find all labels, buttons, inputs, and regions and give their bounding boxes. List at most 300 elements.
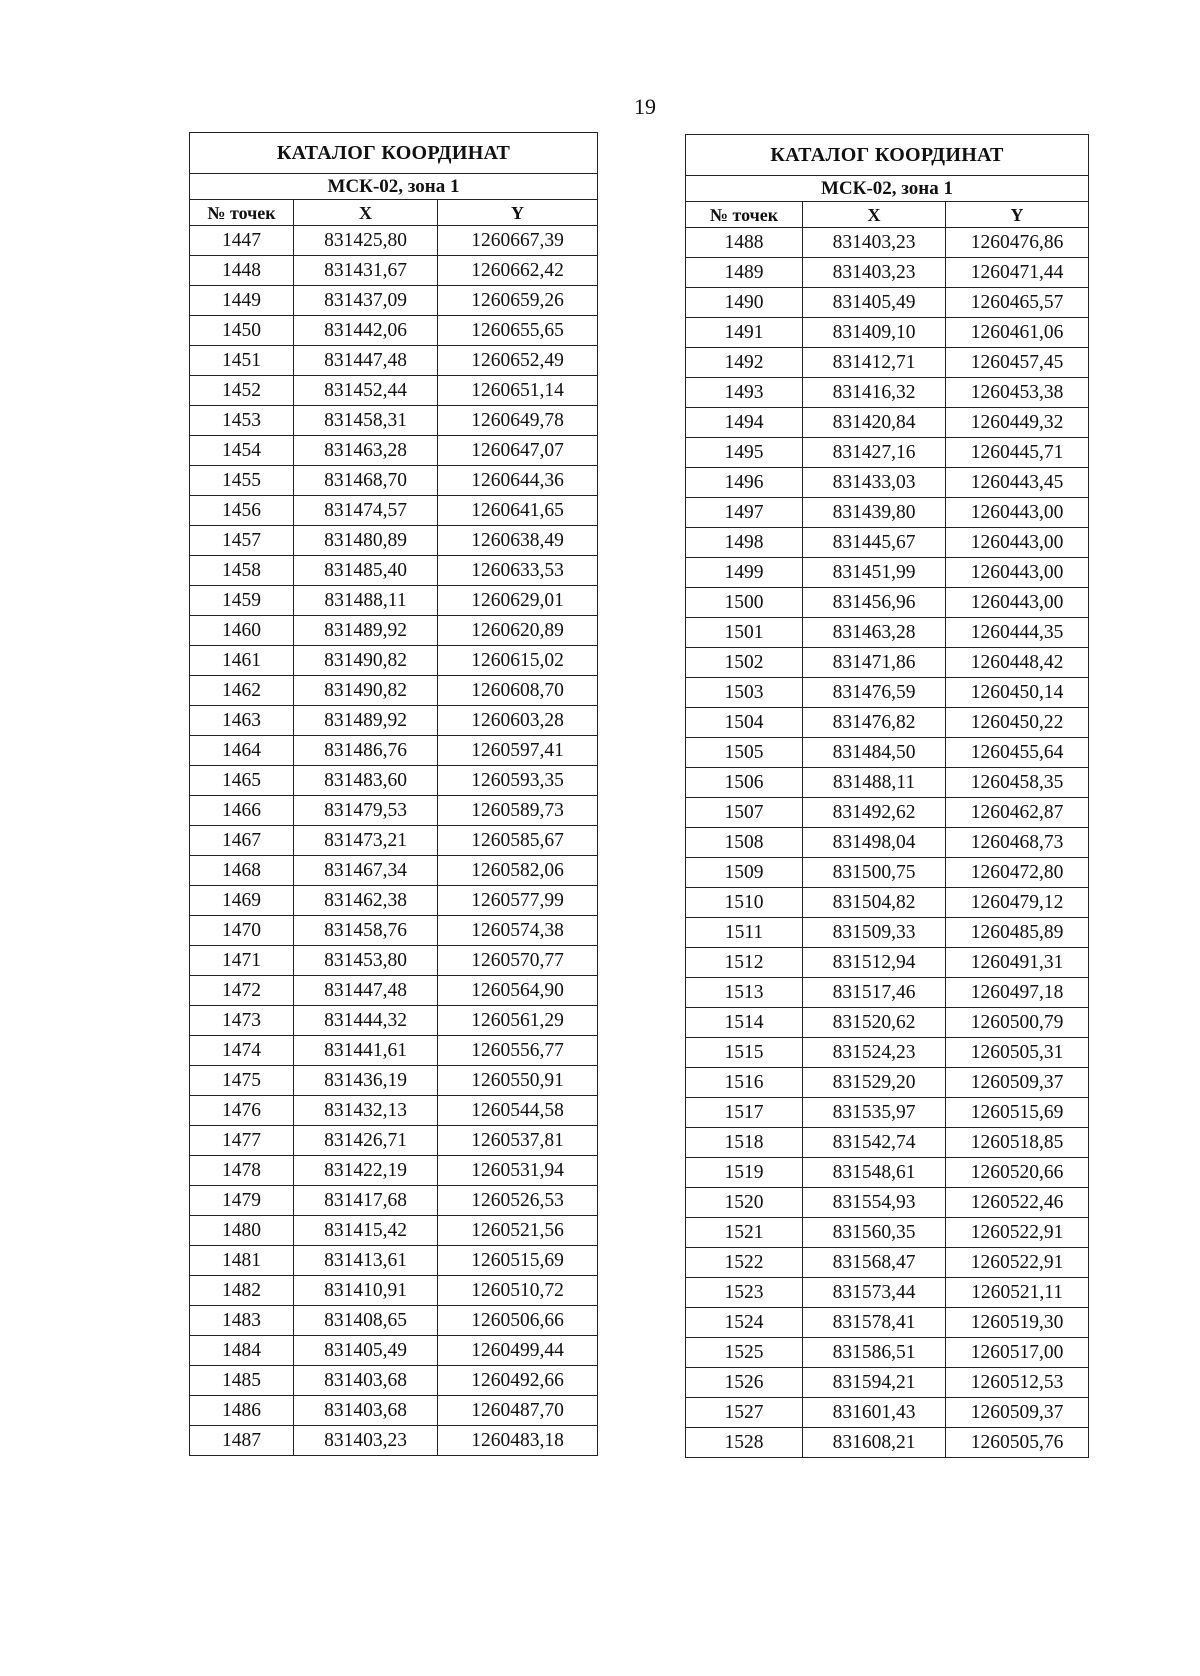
x-coordinate-cell: 831439,80 xyxy=(803,498,946,528)
point-number-cell: 1528 xyxy=(686,1428,803,1458)
x-coordinate-cell: 831436,19 xyxy=(294,1066,438,1096)
y-coordinate-cell: 1260443,00 xyxy=(946,588,1089,618)
table-row xyxy=(686,588,1089,618)
x-coordinate-cell: 831403,68 xyxy=(294,1396,438,1426)
table-row xyxy=(686,828,1089,858)
y-coordinate-cell: 1260443,00 xyxy=(946,498,1089,528)
table-row xyxy=(686,678,1089,708)
table-row xyxy=(190,886,598,916)
x-coordinate-cell: 831509,33 xyxy=(803,918,946,948)
point-number-cell: 1456 xyxy=(190,496,294,526)
y-coordinate-cell: 1260577,99 xyxy=(438,886,598,916)
x-coordinate-cell: 831426,71 xyxy=(294,1126,438,1156)
x-coordinate-cell: 831573,44 xyxy=(803,1278,946,1308)
table-row xyxy=(190,526,598,556)
table-row xyxy=(190,736,598,766)
y-coordinate-cell: 1260537,81 xyxy=(438,1126,598,1156)
y-coordinate-cell: 1260649,78 xyxy=(438,406,598,436)
point-number-cell: 1506 xyxy=(686,768,803,798)
x-coordinate-cell: 831463,28 xyxy=(803,618,946,648)
x-coordinate-cell: 831447,48 xyxy=(294,976,438,1006)
y-coordinate-cell: 1260561,29 xyxy=(438,1006,598,1036)
y-coordinate-cell: 1260443,45 xyxy=(946,468,1089,498)
table-row xyxy=(190,766,598,796)
x-coordinate-cell: 831431,67 xyxy=(294,256,438,286)
y-coordinate-cell: 1260589,73 xyxy=(438,796,598,826)
y-coordinate-cell: 1260651,14 xyxy=(438,376,598,406)
x-coordinate-cell: 831601,43 xyxy=(803,1398,946,1428)
table-row xyxy=(686,468,1089,498)
x-coordinate-cell: 831548,61 xyxy=(803,1158,946,1188)
x-coordinate-cell: 831483,60 xyxy=(294,766,438,796)
x-coordinate-cell: 831415,42 xyxy=(294,1216,438,1246)
x-coordinate-cell: 831458,76 xyxy=(294,916,438,946)
point-number-cell: 1491 xyxy=(686,318,803,348)
point-number-cell: 1460 xyxy=(190,616,294,646)
column-header-point-number: № точек xyxy=(190,200,294,226)
table-row xyxy=(190,1186,598,1216)
point-number-cell: 1480 xyxy=(190,1216,294,1246)
y-coordinate-cell: 1260450,22 xyxy=(946,708,1089,738)
point-number-cell: 1455 xyxy=(190,466,294,496)
y-coordinate-cell: 1260448,42 xyxy=(946,648,1089,678)
y-coordinate-cell: 1260593,35 xyxy=(438,766,598,796)
coordinate-catalog-table xyxy=(685,134,1089,1458)
table-row xyxy=(190,646,598,676)
table-row xyxy=(190,1426,598,1456)
table-row xyxy=(686,1068,1089,1098)
point-number-cell: 1453 xyxy=(190,406,294,436)
x-coordinate-cell: 831529,20 xyxy=(803,1068,946,1098)
y-coordinate-cell: 1260570,77 xyxy=(438,946,598,976)
point-number-cell: 1449 xyxy=(190,286,294,316)
point-number-cell: 1497 xyxy=(686,498,803,528)
x-coordinate-cell: 831416,32 xyxy=(803,378,946,408)
y-coordinate-cell: 1260483,18 xyxy=(438,1426,598,1456)
y-coordinate-cell: 1260655,65 xyxy=(438,316,598,346)
table-row xyxy=(686,1218,1089,1248)
x-coordinate-cell: 831403,23 xyxy=(803,228,946,258)
table-row xyxy=(190,286,598,316)
table-row xyxy=(686,1338,1089,1368)
table-row xyxy=(190,1366,598,1396)
table-row xyxy=(190,496,598,526)
y-coordinate-cell: 1260564,90 xyxy=(438,976,598,1006)
y-coordinate-cell: 1260521,56 xyxy=(438,1216,598,1246)
point-number-cell: 1523 xyxy=(686,1278,803,1308)
y-coordinate-cell: 1260487,70 xyxy=(438,1396,598,1426)
point-number-cell: 1473 xyxy=(190,1006,294,1036)
x-coordinate-cell: 831500,75 xyxy=(803,858,946,888)
x-coordinate-cell: 831489,92 xyxy=(294,616,438,646)
point-number-cell: 1499 xyxy=(686,558,803,588)
table-row xyxy=(190,676,598,706)
y-coordinate-cell: 1260497,18 xyxy=(946,978,1089,1008)
y-coordinate-cell: 1260505,76 xyxy=(946,1428,1089,1458)
point-number-cell: 1450 xyxy=(190,316,294,346)
x-coordinate-cell: 831417,68 xyxy=(294,1186,438,1216)
y-coordinate-cell: 1260492,66 xyxy=(438,1366,598,1396)
point-number-cell: 1513 xyxy=(686,978,803,1008)
catalog-title: КАТАЛОГ КООРДИНАТ xyxy=(190,133,598,174)
table-row xyxy=(190,976,598,1006)
x-coordinate-cell: 831474,57 xyxy=(294,496,438,526)
table-row xyxy=(190,1306,598,1336)
y-coordinate-cell: 1260517,00 xyxy=(946,1338,1089,1368)
y-coordinate-cell: 1260597,41 xyxy=(438,736,598,766)
point-number-cell: 1508 xyxy=(686,828,803,858)
column-header-x: X xyxy=(803,202,946,228)
table-row xyxy=(686,1188,1089,1218)
table-row xyxy=(190,1006,598,1036)
y-coordinate-cell: 1260471,44 xyxy=(946,258,1089,288)
table-row xyxy=(686,1368,1089,1398)
y-coordinate-cell: 1260585,67 xyxy=(438,826,598,856)
table-row xyxy=(686,1398,1089,1428)
y-coordinate-cell: 1260510,72 xyxy=(438,1276,598,1306)
point-number-cell: 1516 xyxy=(686,1068,803,1098)
point-number-cell: 1477 xyxy=(190,1126,294,1156)
y-coordinate-cell: 1260472,80 xyxy=(946,858,1089,888)
point-number-cell: 1468 xyxy=(190,856,294,886)
table-row xyxy=(686,708,1089,738)
y-coordinate-cell: 1260500,79 xyxy=(946,1008,1089,1038)
point-number-cell: 1526 xyxy=(686,1368,803,1398)
y-coordinate-cell: 1260445,71 xyxy=(946,438,1089,468)
table-row xyxy=(686,918,1089,948)
y-coordinate-cell: 1260443,00 xyxy=(946,528,1089,558)
point-number-cell: 1503 xyxy=(686,678,803,708)
x-coordinate-cell: 831405,49 xyxy=(803,288,946,318)
x-coordinate-cell: 831586,51 xyxy=(803,1338,946,1368)
point-number-cell: 1525 xyxy=(686,1338,803,1368)
x-coordinate-cell: 831425,80 xyxy=(294,226,438,256)
table-row xyxy=(686,258,1089,288)
table-row xyxy=(190,1276,598,1306)
y-coordinate-cell: 1260458,35 xyxy=(946,768,1089,798)
point-number-cell: 1489 xyxy=(686,258,803,288)
y-coordinate-cell: 1260620,89 xyxy=(438,616,598,646)
point-number-cell: 1457 xyxy=(190,526,294,556)
point-number-cell: 1493 xyxy=(686,378,803,408)
point-number-cell: 1494 xyxy=(686,408,803,438)
x-coordinate-cell: 831453,80 xyxy=(294,946,438,976)
table-row xyxy=(190,466,598,496)
table-row xyxy=(686,798,1089,828)
x-coordinate-cell: 831520,62 xyxy=(803,1008,946,1038)
x-coordinate-cell: 831485,40 xyxy=(294,556,438,586)
x-coordinate-cell: 831489,92 xyxy=(294,706,438,736)
x-coordinate-cell: 831578,41 xyxy=(803,1308,946,1338)
table-row xyxy=(686,498,1089,528)
y-coordinate-cell: 1260461,06 xyxy=(946,318,1089,348)
x-coordinate-cell: 831462,38 xyxy=(294,886,438,916)
table-row xyxy=(686,1428,1089,1458)
y-coordinate-cell: 1260608,70 xyxy=(438,676,598,706)
x-coordinate-cell: 831445,67 xyxy=(803,528,946,558)
table-row xyxy=(686,438,1089,468)
y-coordinate-cell: 1260519,30 xyxy=(946,1308,1089,1338)
y-coordinate-cell: 1260629,01 xyxy=(438,586,598,616)
x-coordinate-cell: 831484,50 xyxy=(803,738,946,768)
table-row xyxy=(686,888,1089,918)
x-coordinate-cell: 831486,76 xyxy=(294,736,438,766)
y-coordinate-cell: 1260515,69 xyxy=(438,1246,598,1276)
y-coordinate-cell: 1260531,94 xyxy=(438,1156,598,1186)
point-number-cell: 1476 xyxy=(190,1096,294,1126)
point-number-cell: 1488 xyxy=(686,228,803,258)
table-row xyxy=(686,378,1089,408)
y-coordinate-cell: 1260450,14 xyxy=(946,678,1089,708)
table-row xyxy=(190,616,598,646)
point-number-cell: 1502 xyxy=(686,648,803,678)
point-number-cell: 1522 xyxy=(686,1248,803,1278)
point-number-cell: 1517 xyxy=(686,1098,803,1128)
table-row xyxy=(190,1336,598,1366)
x-coordinate-cell: 831442,06 xyxy=(294,316,438,346)
point-number-cell: 1511 xyxy=(686,918,803,948)
point-number-cell: 1482 xyxy=(190,1276,294,1306)
point-number-cell: 1451 xyxy=(190,346,294,376)
y-coordinate-cell: 1260647,07 xyxy=(438,436,598,466)
point-number-cell: 1465 xyxy=(190,766,294,796)
y-coordinate-cell: 1260522,91 xyxy=(946,1218,1089,1248)
y-coordinate-cell: 1260465,57 xyxy=(946,288,1089,318)
y-coordinate-cell: 1260476,86 xyxy=(946,228,1089,258)
point-number-cell: 1501 xyxy=(686,618,803,648)
table-row xyxy=(190,946,598,976)
y-coordinate-cell: 1260556,77 xyxy=(438,1036,598,1066)
point-number-cell: 1466 xyxy=(190,796,294,826)
x-coordinate-cell: 831560,35 xyxy=(803,1218,946,1248)
point-number-cell: 1474 xyxy=(190,1036,294,1066)
y-coordinate-cell: 1260520,66 xyxy=(946,1158,1089,1188)
table-row xyxy=(190,346,598,376)
point-number-cell: 1498 xyxy=(686,528,803,558)
y-coordinate-cell: 1260521,11 xyxy=(946,1278,1089,1308)
x-coordinate-cell: 831524,23 xyxy=(803,1038,946,1068)
table-row xyxy=(190,1216,598,1246)
y-coordinate-cell: 1260544,58 xyxy=(438,1096,598,1126)
point-number-cell: 1504 xyxy=(686,708,803,738)
x-coordinate-cell: 831458,31 xyxy=(294,406,438,436)
point-number-cell: 1496 xyxy=(686,468,803,498)
point-number-cell: 1521 xyxy=(686,1218,803,1248)
point-number-cell: 1495 xyxy=(686,438,803,468)
coordinate-catalog-table xyxy=(189,132,598,1456)
table-row xyxy=(190,826,598,856)
x-coordinate-cell: 831490,82 xyxy=(294,676,438,706)
point-number-cell: 1515 xyxy=(686,1038,803,1068)
y-coordinate-cell: 1260615,02 xyxy=(438,646,598,676)
coordinate-system-subtitle: МСК-02, зона 1 xyxy=(190,174,598,200)
x-coordinate-cell: 831427,16 xyxy=(803,438,946,468)
table-row xyxy=(190,1246,598,1276)
y-coordinate-cell: 1260522,91 xyxy=(946,1248,1089,1278)
x-coordinate-cell: 831492,62 xyxy=(803,798,946,828)
point-number-cell: 1512 xyxy=(686,948,803,978)
coordinate-system-subtitle: МСК-02, зона 1 xyxy=(686,176,1089,202)
point-number-cell: 1510 xyxy=(686,888,803,918)
x-coordinate-cell: 831473,21 xyxy=(294,826,438,856)
point-number-cell: 1514 xyxy=(686,1008,803,1038)
x-coordinate-cell: 831476,82 xyxy=(803,708,946,738)
table-body xyxy=(686,228,1089,1458)
y-coordinate-cell: 1260505,31 xyxy=(946,1038,1089,1068)
y-coordinate-cell: 1260652,49 xyxy=(438,346,598,376)
catalog-title: КАТАЛОГ КООРДИНАТ xyxy=(686,135,1089,176)
table-row xyxy=(686,1158,1089,1188)
x-coordinate-cell: 831517,46 xyxy=(803,978,946,1008)
x-coordinate-cell: 831542,74 xyxy=(803,1128,946,1158)
table-row xyxy=(686,318,1089,348)
x-coordinate-cell: 831594,21 xyxy=(803,1368,946,1398)
y-coordinate-cell: 1260468,73 xyxy=(946,828,1089,858)
y-coordinate-cell: 1260512,53 xyxy=(946,1368,1089,1398)
table-row xyxy=(686,648,1089,678)
point-number-cell: 1463 xyxy=(190,706,294,736)
y-coordinate-cell: 1260453,38 xyxy=(946,378,1089,408)
table-row xyxy=(686,978,1089,1008)
point-number-cell: 1448 xyxy=(190,256,294,286)
y-coordinate-cell: 1260659,26 xyxy=(438,286,598,316)
point-number-cell: 1527 xyxy=(686,1398,803,1428)
x-coordinate-cell: 831468,70 xyxy=(294,466,438,496)
x-coordinate-cell: 831437,09 xyxy=(294,286,438,316)
y-coordinate-cell: 1260485,89 xyxy=(946,918,1089,948)
point-number-cell: 1490 xyxy=(686,288,803,318)
point-number-cell: 1505 xyxy=(686,738,803,768)
point-number-cell: 1507 xyxy=(686,798,803,828)
y-coordinate-cell: 1260491,31 xyxy=(946,948,1089,978)
y-coordinate-cell: 1260449,32 xyxy=(946,408,1089,438)
point-number-cell: 1478 xyxy=(190,1156,294,1186)
table-row xyxy=(190,706,598,736)
point-number-cell: 1519 xyxy=(686,1158,803,1188)
point-number-cell: 1479 xyxy=(190,1186,294,1216)
table-row xyxy=(190,856,598,886)
x-coordinate-cell: 831498,04 xyxy=(803,828,946,858)
table-row xyxy=(686,228,1089,258)
y-coordinate-cell: 1260455,64 xyxy=(946,738,1089,768)
y-coordinate-cell: 1260582,06 xyxy=(438,856,598,886)
point-number-cell: 1454 xyxy=(190,436,294,466)
point-number-cell: 1518 xyxy=(686,1128,803,1158)
point-number-cell: 1461 xyxy=(190,646,294,676)
y-coordinate-cell: 1260550,91 xyxy=(438,1066,598,1096)
table-row xyxy=(686,768,1089,798)
x-coordinate-cell: 831432,13 xyxy=(294,1096,438,1126)
y-coordinate-cell: 1260479,12 xyxy=(946,888,1089,918)
x-coordinate-cell: 831422,19 xyxy=(294,1156,438,1186)
x-coordinate-cell: 831413,61 xyxy=(294,1246,438,1276)
column-header-y: Y xyxy=(946,202,1089,228)
point-number-cell: 1481 xyxy=(190,1246,294,1276)
x-coordinate-cell: 831479,53 xyxy=(294,796,438,826)
table-row xyxy=(686,348,1089,378)
point-number-cell: 1509 xyxy=(686,858,803,888)
point-number-cell: 1484 xyxy=(190,1336,294,1366)
table-row xyxy=(190,586,598,616)
x-coordinate-cell: 831488,11 xyxy=(803,768,946,798)
point-number-cell: 1470 xyxy=(190,916,294,946)
x-coordinate-cell: 831608,21 xyxy=(803,1428,946,1458)
y-coordinate-cell: 1260526,53 xyxy=(438,1186,598,1216)
x-coordinate-cell: 831405,49 xyxy=(294,1336,438,1366)
y-coordinate-cell: 1260644,36 xyxy=(438,466,598,496)
table-row xyxy=(190,1156,598,1186)
point-number-cell: 1458 xyxy=(190,556,294,586)
table-body xyxy=(190,226,598,1456)
x-coordinate-cell: 831412,71 xyxy=(803,348,946,378)
point-number-cell: 1472 xyxy=(190,976,294,1006)
x-coordinate-cell: 831403,23 xyxy=(294,1426,438,1456)
table-row xyxy=(686,1038,1089,1068)
table-row xyxy=(686,1278,1089,1308)
x-coordinate-cell: 831504,82 xyxy=(803,888,946,918)
point-number-cell: 1475 xyxy=(190,1066,294,1096)
page-number: 19 xyxy=(634,94,656,119)
column-header-y: Y xyxy=(438,200,598,226)
y-coordinate-cell: 1260641,65 xyxy=(438,496,598,526)
x-coordinate-cell: 831476,59 xyxy=(803,678,946,708)
column-header-x: X xyxy=(294,200,438,226)
x-coordinate-cell: 831480,89 xyxy=(294,526,438,556)
point-number-cell: 1452 xyxy=(190,376,294,406)
x-coordinate-cell: 831554,93 xyxy=(803,1188,946,1218)
table-row xyxy=(686,1248,1089,1278)
y-coordinate-cell: 1260443,00 xyxy=(946,558,1089,588)
point-number-cell: 1464 xyxy=(190,736,294,766)
point-number-cell: 1520 xyxy=(686,1188,803,1218)
x-coordinate-cell: 831408,65 xyxy=(294,1306,438,1336)
table-row xyxy=(190,376,598,406)
point-number-cell: 1469 xyxy=(190,886,294,916)
table-row xyxy=(190,256,598,286)
table-row xyxy=(190,556,598,586)
table-row xyxy=(190,316,598,346)
x-coordinate-cell: 831488,11 xyxy=(294,586,438,616)
table-row xyxy=(190,406,598,436)
x-coordinate-cell: 831568,47 xyxy=(803,1248,946,1278)
y-coordinate-cell: 1260638,49 xyxy=(438,526,598,556)
x-coordinate-cell: 831467,34 xyxy=(294,856,438,886)
point-number-cell: 1492 xyxy=(686,348,803,378)
point-number-cell: 1483 xyxy=(190,1306,294,1336)
x-coordinate-cell: 831433,03 xyxy=(803,468,946,498)
y-coordinate-cell: 1260515,69 xyxy=(946,1098,1089,1128)
table-row xyxy=(190,916,598,946)
point-number-cell: 1471 xyxy=(190,946,294,976)
x-coordinate-cell: 831535,97 xyxy=(803,1098,946,1128)
table-row xyxy=(190,436,598,466)
table-row xyxy=(190,796,598,826)
table-row xyxy=(686,1308,1089,1338)
table-row xyxy=(686,738,1089,768)
x-coordinate-cell: 831452,44 xyxy=(294,376,438,406)
x-coordinate-cell: 831447,48 xyxy=(294,346,438,376)
table-row xyxy=(686,1128,1089,1158)
y-coordinate-cell: 1260518,85 xyxy=(946,1128,1089,1158)
y-coordinate-cell: 1260444,35 xyxy=(946,618,1089,648)
table-row xyxy=(686,618,1089,648)
x-coordinate-cell: 831456,96 xyxy=(803,588,946,618)
x-coordinate-cell: 831451,99 xyxy=(803,558,946,588)
table-row xyxy=(686,288,1089,318)
point-number-cell: 1467 xyxy=(190,826,294,856)
y-coordinate-cell: 1260633,53 xyxy=(438,556,598,586)
y-coordinate-cell: 1260574,38 xyxy=(438,916,598,946)
